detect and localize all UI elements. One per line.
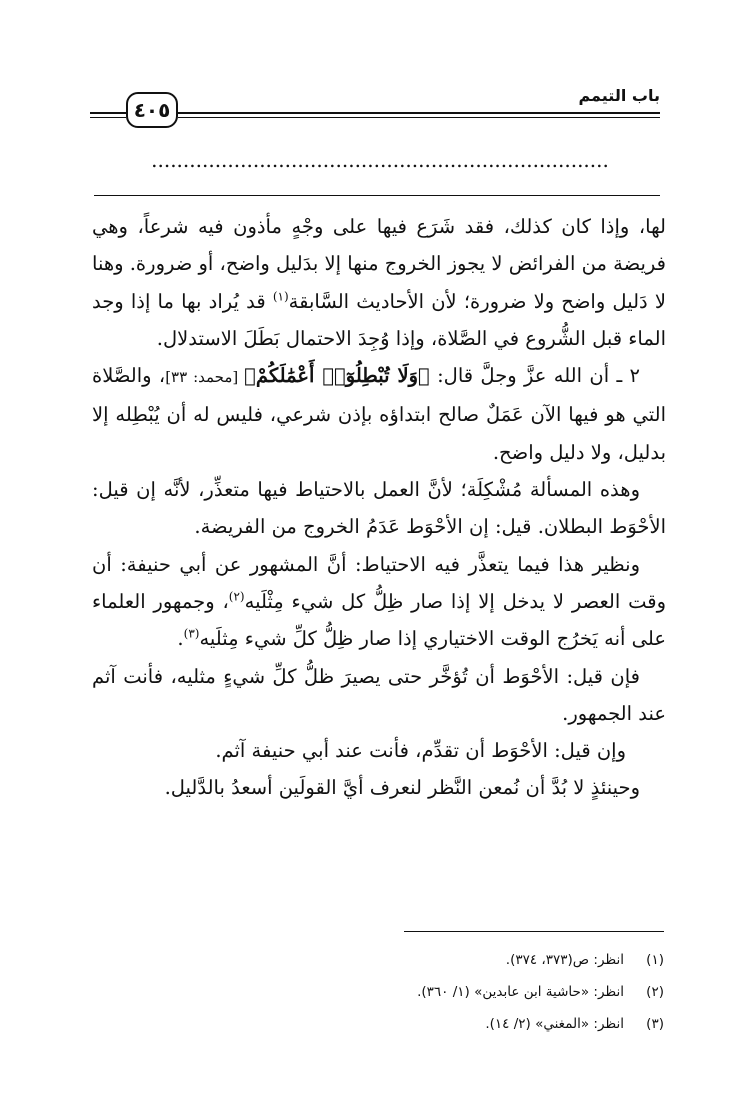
footnote-ref-1[interactable]: (١) bbox=[272, 289, 289, 304]
paragraph-5: فإن قيل: الأحْوَط أن تُؤخَّر حتى يصيرَ ظلُّ كلِّ شيءٍ مثليه، فأنت آثم عند الجمهور. bbox=[92, 664, 666, 725]
paragraph-3: وهذه المسألة مُشْكِلَة؛ لأنَّ العمل بالاحتياط فيها متعذِّر، لأنَّه إن قيل: الأحْوَط البطلان. قيل: إن الأحْوَط عَدَمُ الخروج من الفريضة. bbox=[92, 478, 666, 539]
paragraph-1-text-cont: قد يُراد بها ما إذا وجد الماء قبل الشُّروع في الصَّلاة، وإذا وُجِدَ الاحتمال بَطَلَ الاستدلال. bbox=[92, 289, 666, 350]
body-text bbox=[92, 208, 666, 807]
quran-verse: ﴿وَلَا تُبْطِلُوٓا۟ أَعْمَٰلَكُمْ﴾ bbox=[244, 364, 430, 388]
footnote-3 bbox=[300, 1008, 664, 1040]
header-rule bbox=[178, 112, 660, 114]
paragraph-1-text: لها، وإذا كان كذلك، فقد شَرَع فيها على وجْهٍ مأذون فيه شرعاً، وهي فريضة من الفرائض لا يجوز الخروج منها إلا بدَليل واضح، أو ضرورة. وهنا لا دَليل واضح ولا ضرورة؛ لأن الأحاديث السَّابقة bbox=[92, 215, 666, 313]
paragraph-6: وإن قيل: الأحْوَط أن تقدِّم، فأنت عند أبي حنيفة آثم. bbox=[215, 739, 626, 763]
paragraph-2-text: ، والصَّلاة التي هو فيها الآن عَمَلٌ صالح ابتداؤه بإذن شرعي، فليس له أن يُبْطِله إلا بدليل، ولا دليل واضح. bbox=[92, 364, 666, 464]
footnote-text: انظر: «المغني» (٢/ ١٤). bbox=[485, 1016, 624, 1032]
footnote-text: انظر: ص(٣٧٣، ٣٧٤). bbox=[505, 952, 624, 968]
footnote-number: (٢) bbox=[646, 984, 664, 1000]
verse-reference: [محمد: ٣٣] bbox=[165, 368, 245, 387]
footnote-separator bbox=[404, 931, 664, 932]
chapter-title: باب التيمم bbox=[578, 86, 660, 105]
paragraph-4-text-cont: ، وجمهور العلماء على أنه يَخرُج الوقت الاختياري إذا صار ظِلُّ كلِّ شيء مِثلَيه bbox=[92, 589, 666, 651]
top-separator bbox=[94, 195, 660, 196]
footnotes bbox=[300, 944, 664, 1040]
paragraph-4 bbox=[92, 546, 666, 658]
header-rule-left bbox=[90, 112, 126, 114]
header-rule-left-thin bbox=[90, 117, 126, 118]
footnote-number: (١) bbox=[646, 952, 664, 968]
page-number: ٤٠٥ bbox=[126, 92, 178, 128]
header-rule-thin bbox=[178, 117, 660, 118]
footnote-2 bbox=[300, 976, 664, 1008]
page-header bbox=[90, 86, 660, 130]
footnote-ref-3[interactable]: (٣) bbox=[183, 626, 200, 641]
paragraph-2-lead: ٢ ـ أن الله عزَّ وجلَّ قال: bbox=[429, 364, 640, 388]
footnote-number: (٣) bbox=[646, 1016, 664, 1032]
footnote-1 bbox=[300, 944, 664, 976]
paragraph-7: وحينئذٍ لا بُدَّ أن نُمعن النَّظر لنعرف أيَّ القولَين أسعدُ بالدَّليل. bbox=[164, 776, 640, 800]
paragraph-1 bbox=[92, 208, 666, 357]
paragraph-4-text: ونظير هذا فيما يتعذَّر فيه الاحتياط: أنَّ المشهور عن أبي حنيفة: أن وقت العصر لا يدخل إلا إذا صار ظِلُّ كل شيء مِثْلَيه bbox=[92, 552, 666, 613]
paragraph-4-end: . bbox=[177, 627, 184, 651]
footnote-text: انظر: «حاشية ابن عابدين» (١/ ٣٦٠). bbox=[417, 984, 624, 1000]
ellipsis-line: ........................................................................ bbox=[151, 148, 609, 172]
footnote-ref-2[interactable]: (٢) bbox=[228, 589, 245, 604]
paragraph-2 bbox=[92, 357, 666, 471]
